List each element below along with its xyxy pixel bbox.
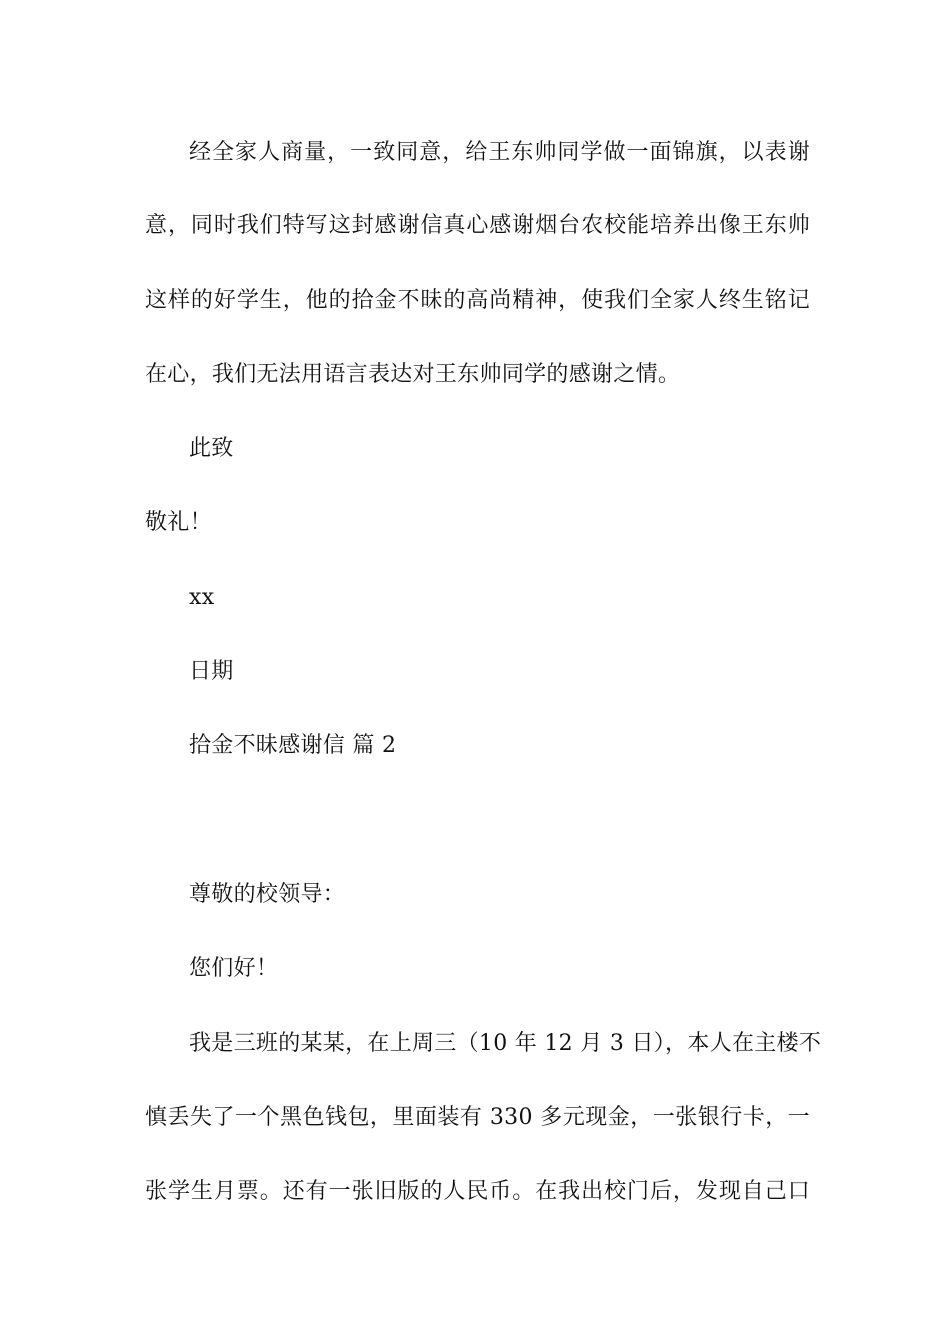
signature-text: xx xyxy=(189,585,215,610)
salute-text: 敬礼！ xyxy=(145,510,212,535)
greeting-recipient: 尊敬的校领导： xyxy=(189,882,346,907)
paragraph-2-line-2: 慎丢失了一个黑色钱包，里面装有 330 多元现金，一张银行卡，一 xyxy=(145,1105,810,1130)
closing-text: 此致 xyxy=(189,436,234,461)
greeting-text: 您们好！ xyxy=(189,956,279,981)
paragraph-2-line-3: 张学生月票。还有一张旧版的人民币。在我出校门后，发现自己口 xyxy=(145,1179,810,1204)
paragraph-2-line-1: 我是三班的某某，在上周三（10 年 12 月 3 日），本人在主楼不 xyxy=(189,1031,822,1056)
date-text: 日期 xyxy=(189,659,234,684)
paragraph-1-line-2: 意，同时我们特写这封感谢信真心感谢烟台农校能培养出像王东帅 xyxy=(145,213,810,238)
paragraph-1-line-3: 这样的好学生，他的拾金不昧的高尚精神，使我们全家人终生铭记 xyxy=(145,288,810,313)
paragraph-1-line-1: 经全家人商量，一致同意，给王东帅同学做一面锦旗，以表谢 xyxy=(189,140,810,165)
section-title: 拾金不昧感谢信 篇 2 xyxy=(189,733,397,758)
paragraph-1-line-4: 在心，我们无法用语言表达对王东帅同学的感谢之情。 xyxy=(145,362,681,387)
